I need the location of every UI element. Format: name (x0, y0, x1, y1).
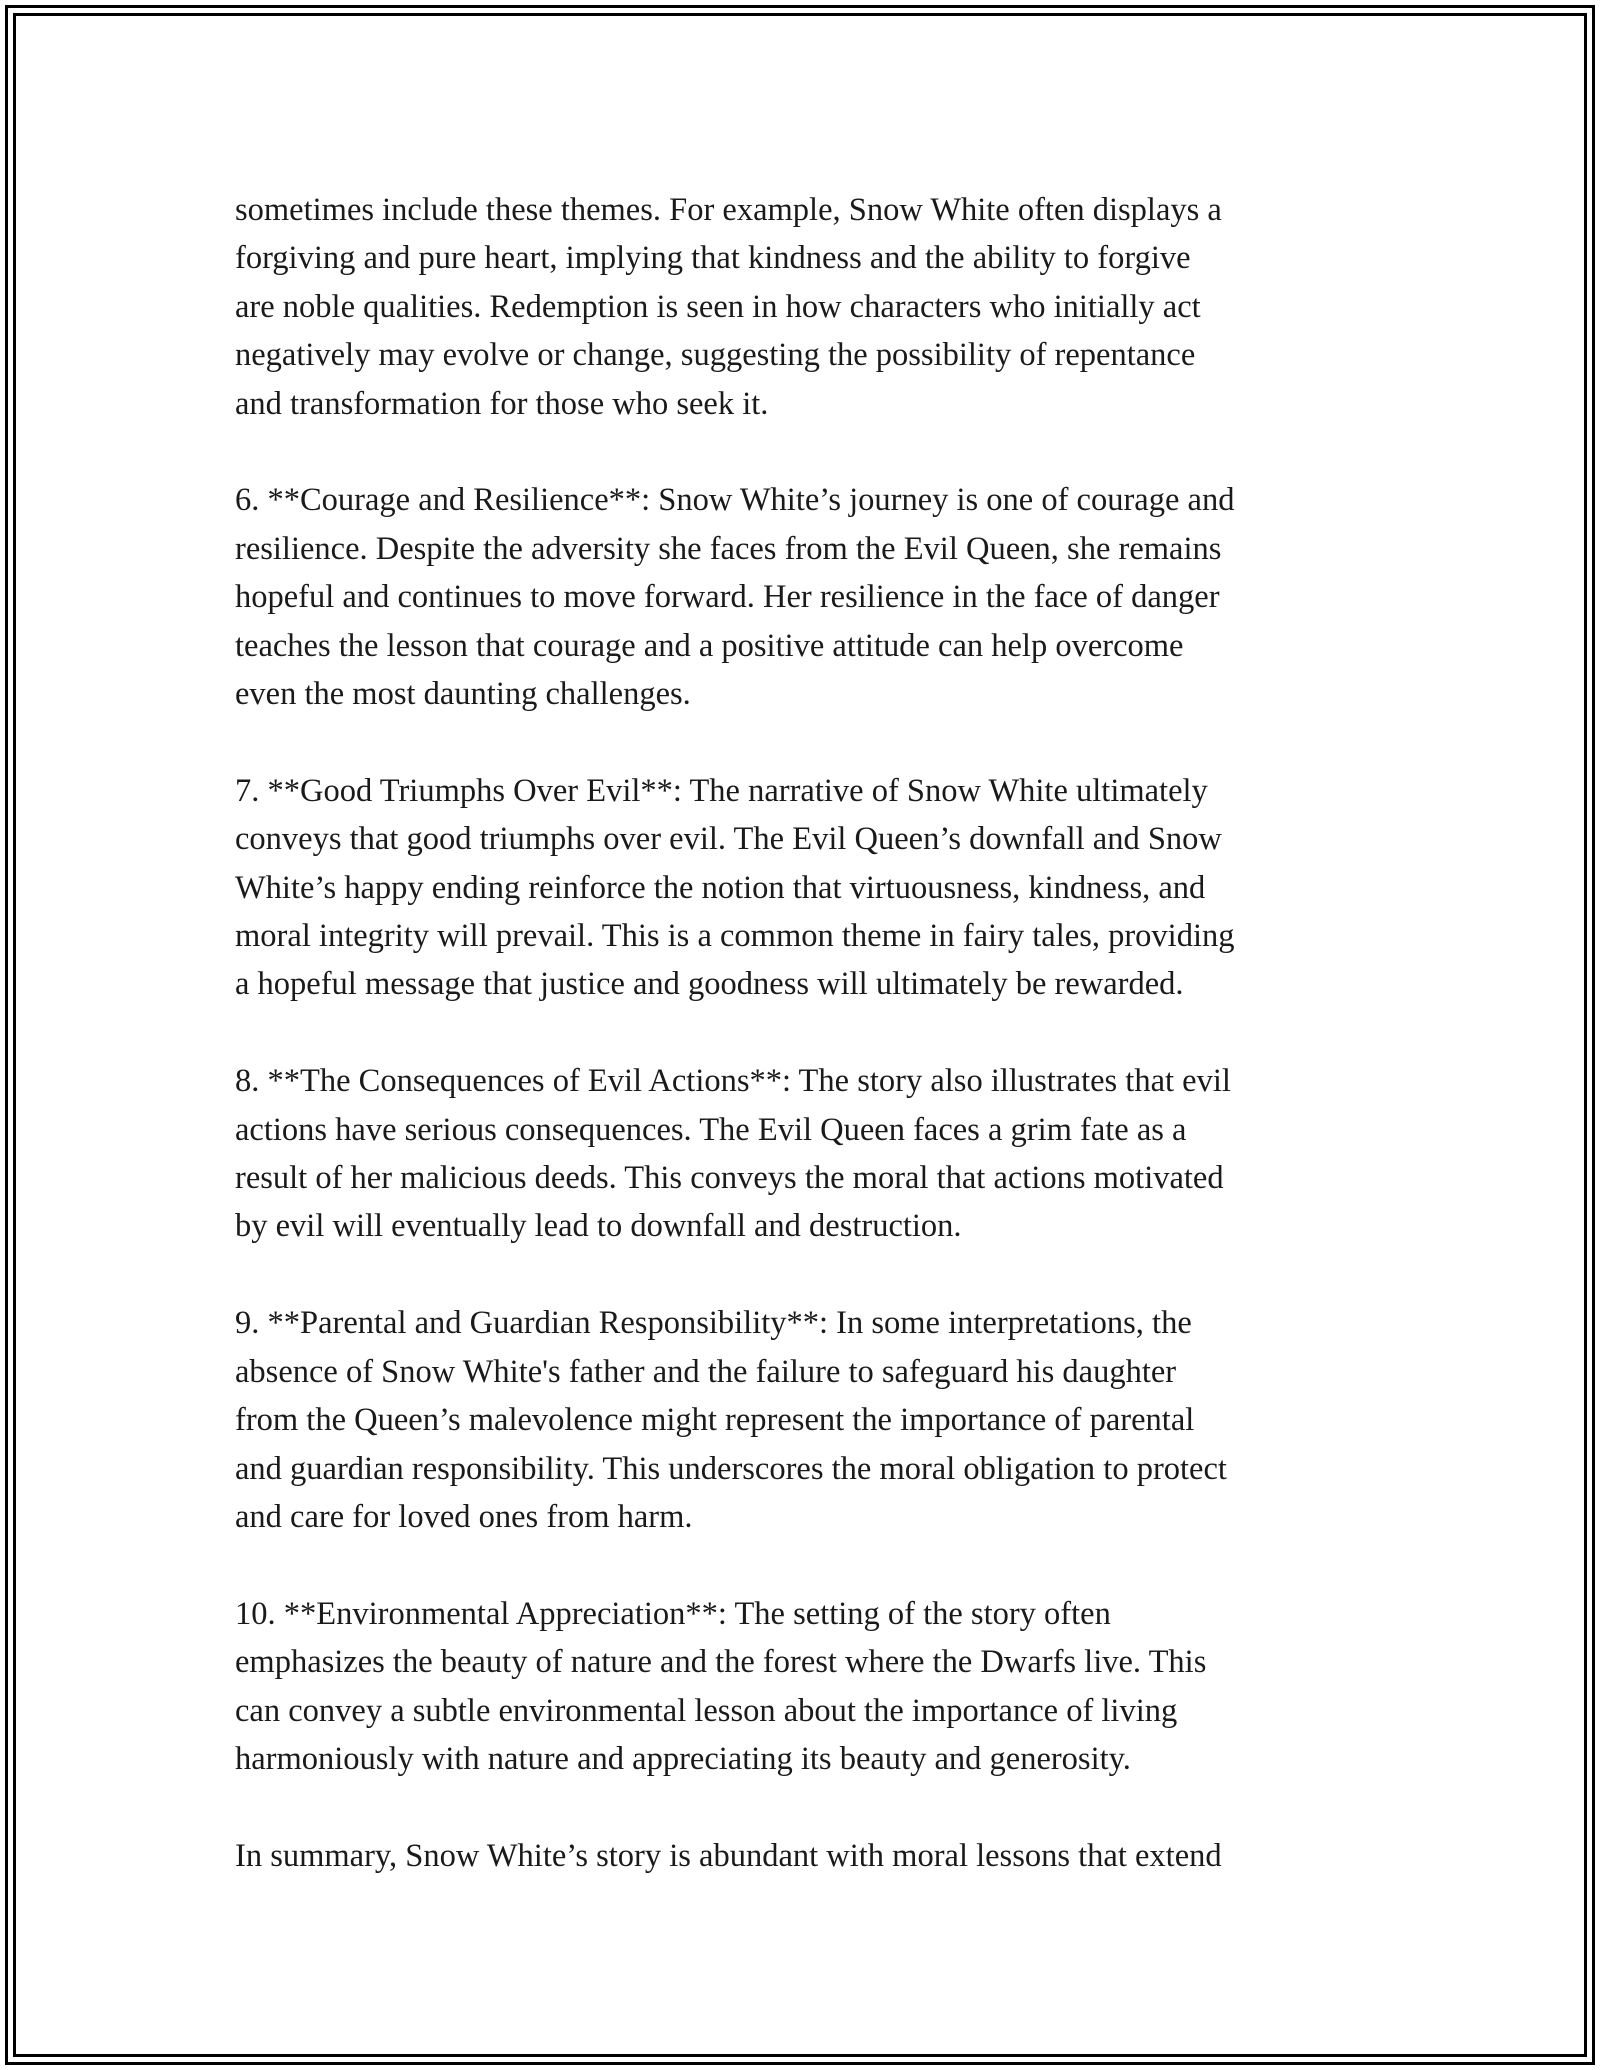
text-line: actions have serious consequences. The Evil Queen faces a grim fate as a (235, 1111, 1187, 1148)
text-line: In summary, Snow White’s story is abundant with moral lessons that extend (235, 1837, 1222, 1874)
paragraph-courage-and-resilience (235, 476, 1395, 718)
text-line: and care for loved ones from harm. (235, 1498, 693, 1535)
text-line: and guardian responsibility. This underscores the moral obligation to protect (235, 1450, 1227, 1487)
paragraph-parental-responsibility (235, 1299, 1395, 1541)
text-line: from the Queen’s malevolence might represent the importance of parental (235, 1402, 1195, 1439)
text-line: a hopeful message that justice and goodness will ultimately be rewarded. (235, 966, 1184, 1003)
paragraph-environmental-appreciation (235, 1590, 1395, 1784)
text-line: 9. **Parental and Guardian Responsibility**: In some interpretations, the (235, 1305, 1192, 1342)
text-line: are noble qualities. Redemption is seen in how characters who initially act (235, 288, 1201, 325)
text-line: by evil will eventually lead to downfall and destruction. (235, 1208, 962, 1245)
text-line: emphasizes the beauty of nature and the forest where the Dwarfs live. This (235, 1644, 1207, 1681)
text-line: hopeful and continues to move forward. Her resilience in the face of danger (235, 579, 1220, 616)
text-line: resilience. Despite the adversity she faces from the Evil Queen, she remains (235, 530, 1222, 567)
text-line: even the most daunting challenges. (235, 676, 691, 713)
text-line: 7. **Good Triumphs Over Evil**: The narrative of Snow White ultimately (235, 772, 1208, 809)
text-line: 8. **The Consequences of Evil Actions**: The story also illustrates that evil (235, 1063, 1231, 1100)
text-line: result of her malicious deeds. This conveys the moral that actions motivated (235, 1160, 1224, 1197)
paragraph-good-triumphs (235, 767, 1395, 1009)
text-line: negatively may evolve or change, suggesting the possibility of repentance (235, 337, 1196, 374)
text-line: teaches the lesson that courage and a positive attitude can help overcome (235, 627, 1184, 664)
paragraph-intro-continuation (235, 186, 1395, 428)
text-line: and transformation for those who seek it. (235, 385, 769, 422)
paragraph-summary (235, 1832, 1395, 1880)
text-line: conveys that good triumphs over evil. The Evil Queen’s downfall and Snow (235, 821, 1222, 858)
text-line: harmoniously with nature and appreciating its beauty and generosity. (235, 1740, 1131, 1777)
paragraph-consequences-of-evil (235, 1057, 1395, 1251)
text-line: sometimes include these themes. For example, Snow White often displays a (235, 192, 1222, 228)
text-line: can convey a subtle environmental lesson about the importance of living (235, 1692, 1178, 1729)
text-line: absence of Snow White's father and the failure to safeguard his daughter (235, 1353, 1177, 1390)
text-line: White’s happy ending reinforce the notion that virtuousness, kindness, and (235, 869, 1206, 906)
text-line: moral integrity will prevail. This is a common theme in fairy tales, providing (235, 918, 1235, 955)
text-line: 10. **Environmental Appreciation**: The setting of the story often (235, 1595, 1111, 1632)
text-line: 6. **Courage and Resilience**: Snow White’s journey is one of courage and (235, 482, 1235, 519)
document-body (235, 186, 1395, 1929)
text-line: forgiving and pure heart, implying that kindness and the ability to forgive (235, 240, 1191, 277)
